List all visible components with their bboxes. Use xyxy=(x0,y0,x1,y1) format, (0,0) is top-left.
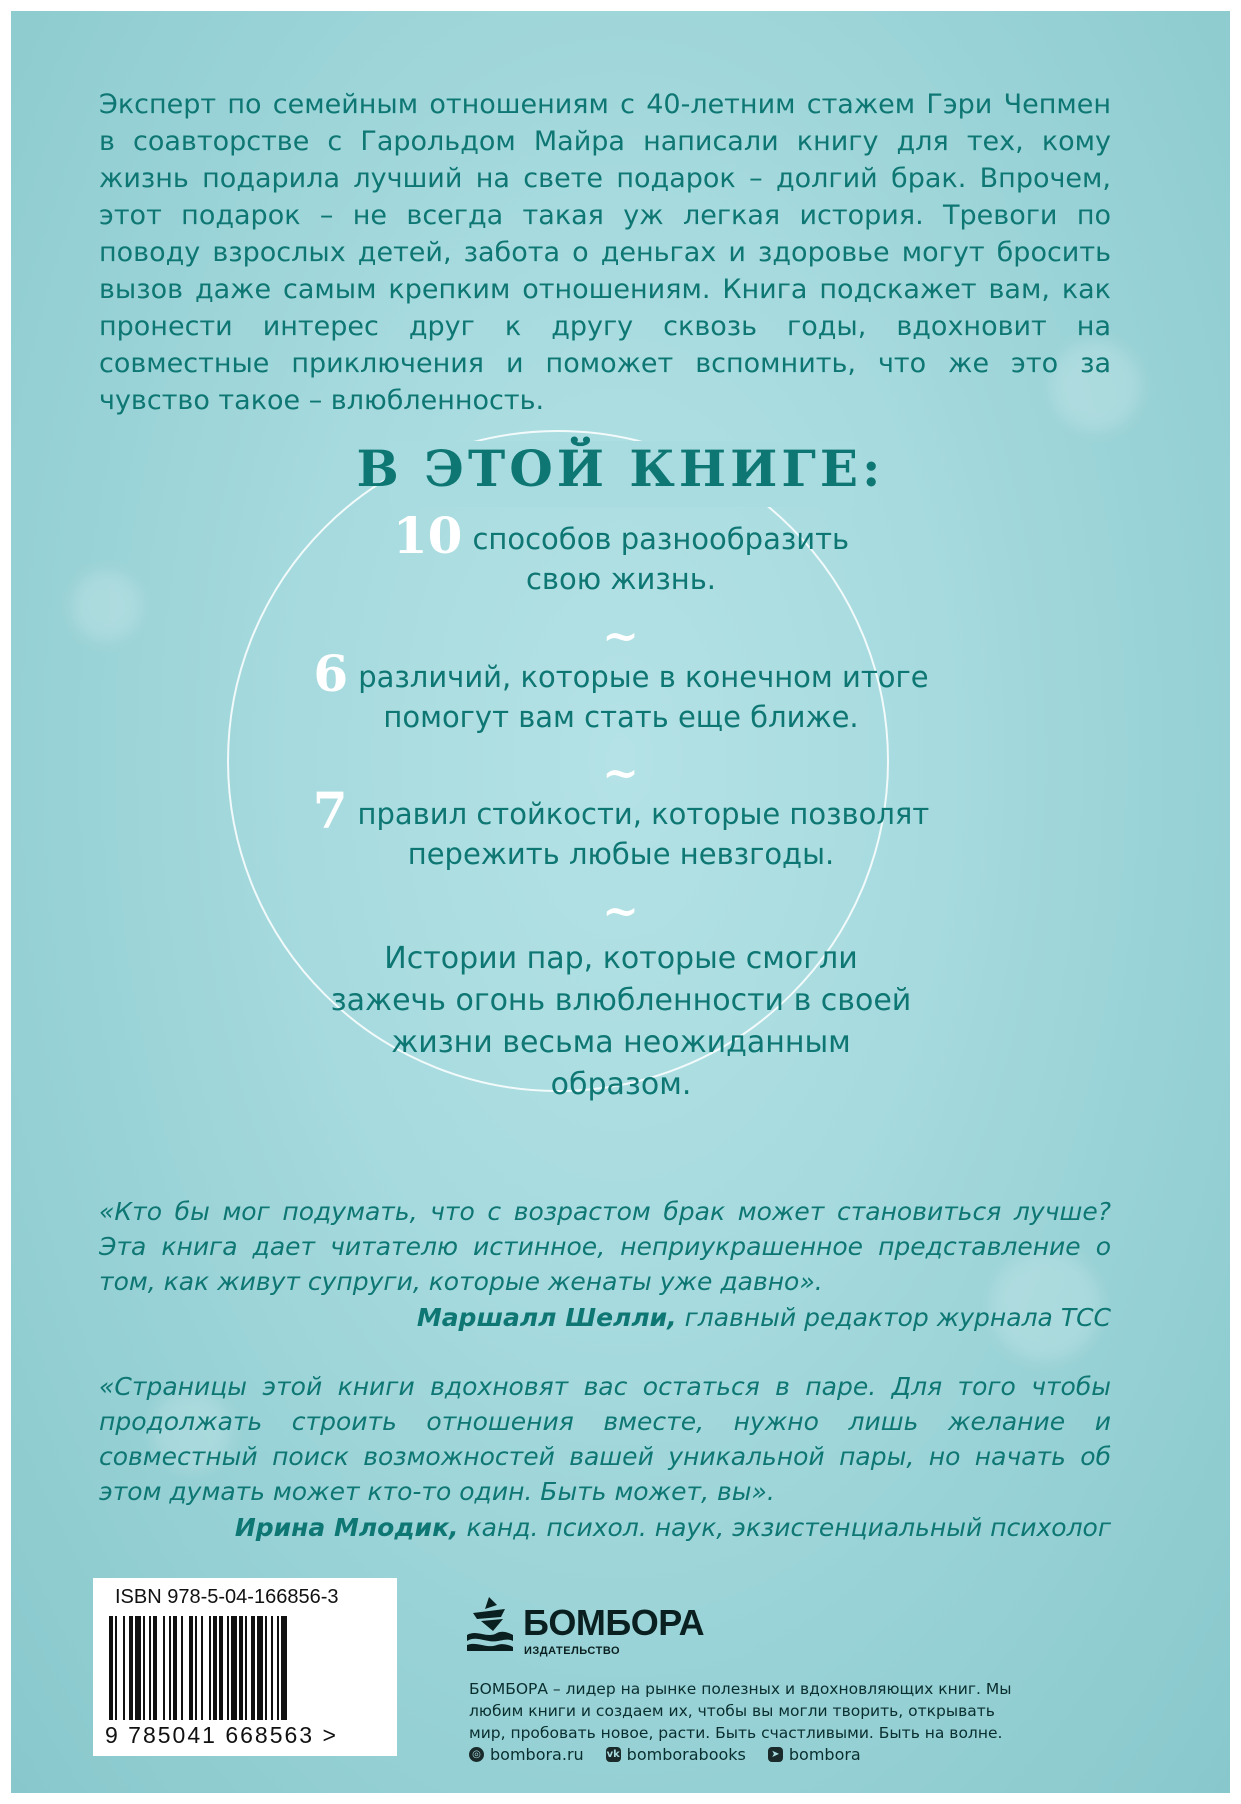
social-telegram[interactable] xyxy=(768,1745,861,1764)
bombora-logo-icon xyxy=(463,1595,515,1653)
review-quote-1: «Кто бы мог подумать, что с возрастом брак может становиться лучше? Эта книга дает читателю истинное, неприукрашенное представление о том, как живут супруги, которые женаты уже давно». xyxy=(99,1197,1111,1296)
feature-item-2 xyxy=(279,644,963,737)
feature-item-1 xyxy=(279,506,963,599)
tilde-separator: ~ xyxy=(602,748,639,799)
barcode-icon xyxy=(95,1616,395,1726)
feature-number: 10 xyxy=(392,506,463,565)
feature-text-line: правил стойкости, которые позволят xyxy=(357,797,930,831)
publisher-logo-name: БОМБОРА xyxy=(523,1602,705,1643)
social-website[interactable] xyxy=(469,1745,584,1764)
social-vk[interactable] xyxy=(606,1745,746,1764)
feature-number: 6 xyxy=(313,644,349,703)
author-name: Маршалл Шелли, xyxy=(416,1303,677,1332)
review-quote-2: «Страницы этой книги вдохновят вас остаться в паре. Для того чтобы продолжать строить отношения вместе, нужно лишь желание и совместный поиск возможностей вашей уникальной пары, но начать об этом думать может кто-то один. Быть может, вы». xyxy=(99,1372,1111,1506)
feature-text-line: свою жизнь. xyxy=(525,562,717,596)
social-label: bombora xyxy=(788,1745,861,1764)
globe-icon: ◎ xyxy=(469,1747,484,1762)
feature-number: 7 xyxy=(312,781,348,840)
feature-text-line: помогут вам стать еще ближе. xyxy=(383,700,859,734)
author-role: главный редактор журнала TCC xyxy=(684,1303,1111,1332)
author-role: канд. психол. наук, экзистенциальный психолог xyxy=(466,1513,1111,1542)
barcode-digits: 9 785041 668563 > xyxy=(105,1722,338,1748)
stories-item xyxy=(279,938,963,1106)
isbn-label: ISBN 978-5-04-166856-3 xyxy=(115,1586,339,1608)
tilde-separator: ~ xyxy=(602,611,639,662)
tilde-separator: ~ xyxy=(602,886,639,937)
book-annotation: Эксперт по семейным отношениям с 40-летним стажем Гэри Чепмен в соавторстве с Гарольдом Майра написали книгу для тех, кому жизнь подарила лучший на свете подарок – долгий брак. Впрочем, этот подарок – не всегда такая уж легкая история. Тревоги по поводу взрослых детей, забота о деньгах и здоровье могут бросить вызов даже самым крепким отношениям. Книга подскажет вам, как пронести интерес друг к другу сквозь годы, вдохновит на совместные приключения и поможет вспомнить, что же это за чувство такое – влюбленность. xyxy=(99,89,1111,416)
stories-text-line: зажечь огонь влюбленности в своей xyxy=(330,983,912,1018)
publisher-description: БОМБОРА – лидер на рынке полезных и вдохновляющих книг. Мы любим книги и создаем их, чтобы вы могли творить, открывать мир, пробовать новое, расти. Быть счастливыми. Быть на волне. xyxy=(469,1680,1012,1742)
publisher-socials xyxy=(469,1745,861,1764)
publisher-logo-sub: ИЗДАТЕЛЬСТВО xyxy=(524,1645,621,1657)
book-back-cover xyxy=(11,11,1230,1793)
review-author-2 xyxy=(99,1510,1111,1545)
social-label: bombora.ru xyxy=(490,1745,584,1764)
social-label: bomborabooks xyxy=(626,1745,746,1764)
vk-icon: vk xyxy=(606,1749,620,1760)
feature-text-line: способов разнообразить xyxy=(472,522,850,556)
author-name: Ирина Млодик, xyxy=(234,1513,459,1542)
stories-text-line: Истории пар, которые смогли xyxy=(384,941,858,976)
section-heading: В ЭТОЙ КНИГЕ: xyxy=(356,439,885,498)
feature-item-3 xyxy=(279,781,963,874)
feature-text-line: пережить любые невзгоды. xyxy=(407,837,835,871)
feature-text-line: различий, которые в конечном итоге xyxy=(358,660,929,694)
review-author-1 xyxy=(99,1300,1111,1335)
isbn-barcode-box xyxy=(93,1578,397,1756)
stories-text-line: образом. xyxy=(550,1067,692,1102)
stories-text-line: жизни весьма неожиданным xyxy=(391,1025,851,1060)
telegram-icon: ➤ xyxy=(768,1747,783,1762)
